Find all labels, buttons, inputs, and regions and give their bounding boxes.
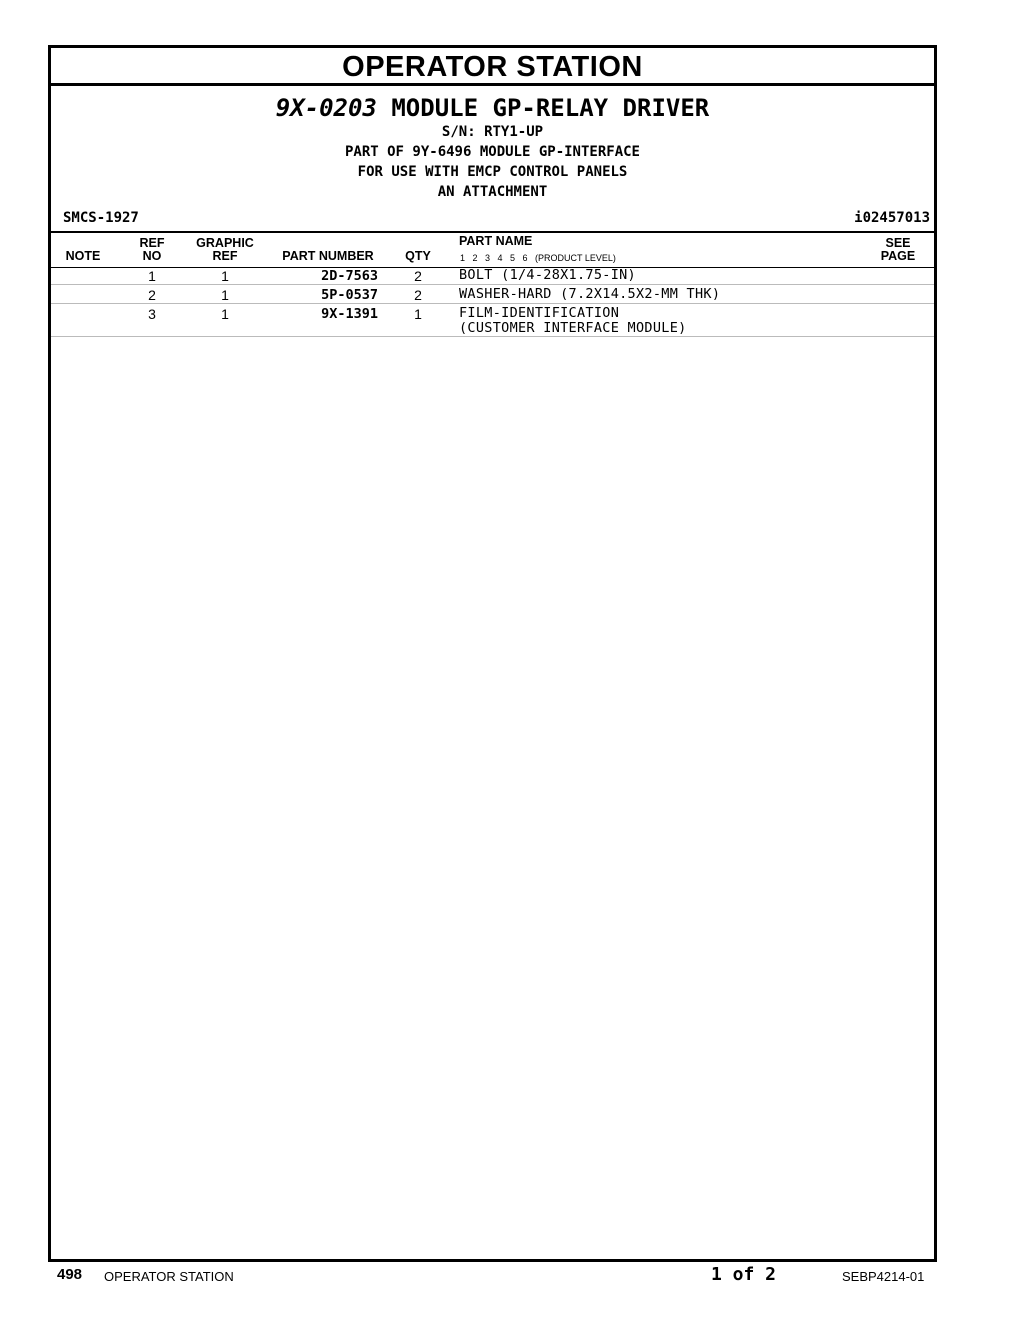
table-row [51,304,934,337]
part-number: 9X-1391 [321,306,378,322]
col-part-name: PART NAME [459,234,533,248]
col-graphic-ref-line1: GRAPHIC [196,236,254,250]
col-see-page-line1: SEE [885,236,911,250]
ref-no: 3 [148,306,156,322]
graphic-ref: 1 [221,287,229,303]
ref-no: 2 [148,287,156,303]
section-title: OPERATOR STATION [51,48,934,86]
part-of-line: PART OF 9Y-6496 MODULE GP-INTERFACE [344,144,640,160]
module-title [51,94,934,122]
attachment-line: AN ATTACHMENT [437,184,548,200]
col-graphic-ref-line2: REF [212,249,238,263]
module-name: MODULE GP-RELAY DRIVER [391,94,710,122]
illustration-id: i02457013 [854,210,930,226]
part-name: BOLT (1/4-28X1.75-IN) [459,267,636,283]
part-number: 5P-0537 [321,287,378,303]
quantity: 1 [414,306,422,322]
product-level-scale: 1 2 3 4 5 6 (PRODUCT LEVEL) [460,253,616,263]
col-ref-no [133,237,171,263]
quantity: 2 [414,287,422,303]
graphic-ref: 1 [221,268,229,284]
col-ref-no-line2: NO [142,249,162,263]
col-ref-no-line1: REF [139,236,165,250]
quantity: 2 [414,268,422,284]
footer-document-id: SEBP4214-01 [842,1269,925,1284]
serial-number: S/N: RTY1-UP [441,124,544,140]
col-qty: QTY [405,249,431,263]
col-part-number: PART NUMBER [282,249,374,263]
col-note: NOTE [65,249,101,263]
footer-page-number: 498 [57,1266,83,1283]
smcs-code: SMCS-1927 [63,210,139,226]
col-see-page-line2: PAGE [880,249,916,263]
use-with-line: FOR USE WITH EMCP CONTROL PANELS [357,164,628,180]
module-header [51,94,934,202]
module-part-number: 9X-0203 [275,94,377,122]
col-see-page [873,237,923,263]
table-header [51,231,934,268]
part-name: WASHER-HARD (7.2X14.5X2-MM THK) [459,286,721,302]
part-number: 2D-7563 [321,268,378,284]
graphic-ref: 1 [221,306,229,322]
table-row [51,266,934,285]
part-name: FILM-IDENTIFICATION (CUSTOMER INTERFACE MODULE) [459,305,687,336]
ref-no: 1 [148,268,156,284]
table-row [51,285,934,304]
col-graphic-ref [191,237,259,263]
page-frame [48,45,937,1262]
footer-section-name: OPERATOR STATION [104,1269,234,1284]
footer-page-count: 1 of 2 [711,1264,777,1285]
